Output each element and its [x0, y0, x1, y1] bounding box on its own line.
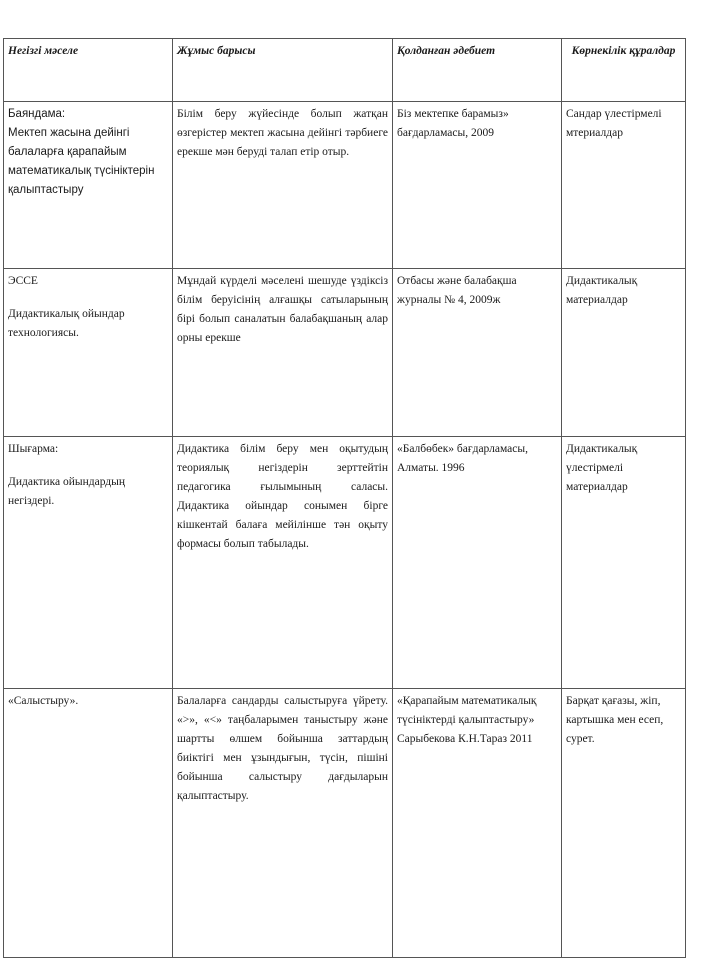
topic-label: Баяндама:: [8, 108, 66, 120]
cell-tools: Барқат қағазы, жіп, картышка мен есеп, сурет.: [562, 689, 686, 958]
cell-topic: [4, 689, 173, 958]
cell-topic: [4, 437, 173, 689]
cell-work: Мұндай күрделі мәселені шешуде үздіксіз білім беруісінің алғашқы сатыларының бірі болып саналатын балабақшаның алар орны ерекше: [173, 269, 393, 437]
table-row: [4, 269, 686, 437]
topic-text: Дидактикалық ойындар технологиясы.: [8, 308, 125, 339]
header-literature: Қолданған әдебиет: [393, 39, 562, 102]
cell-topic: [4, 102, 173, 269]
cell-literature: «Балбөбек» бағдарламасы, Алматы. 1996: [393, 437, 562, 689]
cell-work: Білім беру жүйесінде болып жатқан өзгерістер мектеп жасына дейінгі тәрбиеге ерекше мән беруді талап етір отыр.: [173, 102, 393, 269]
cell-tools: Сандар үлестірмелі мтериалдар: [562, 102, 686, 269]
topic-label: «Салыстыру».: [8, 695, 79, 707]
table-row: [4, 437, 686, 689]
cell-topic: [4, 269, 173, 437]
cell-work: Дидактика білім беру мен оқытудың теориялық негіздерін зерттейтін педагогика ғылымының саласы. Дидактика ойындар сонымен бірге кішкентай балаға мейілінше тән оқыту формасы болып табылады.: [173, 437, 393, 689]
cell-tools: Дидактикалық үлестірмелі материалдар: [562, 437, 686, 689]
plan-table: [3, 38, 686, 958]
cell-literature: «Қарапайым математикалық түсініктерді қалыптастыру» Сарыбекова К.Н.Тараз 2011: [393, 689, 562, 958]
cell-literature: Біз мектепке барамыз» бағдарламасы, 2009: [393, 102, 562, 269]
topic-label: ЭССЕ: [8, 275, 38, 287]
topic-text: Дидактика ойындардың негіздері.: [8, 476, 126, 507]
cell-literature: Отбасы және балабақша журналы № 4, 2009ж: [393, 269, 562, 437]
cell-tools: Дидактикалық материалдар: [562, 269, 686, 437]
header-work-process: Жұмыс барысы: [173, 39, 393, 102]
header-visual-aids: Көрнекілік құралдар: [562, 39, 686, 102]
topic-text: Мектеп жасына дейінгі балаларға қарапайым математикалық түсініктерін қалыптастыру: [8, 127, 155, 196]
table-header-row: [4, 39, 686, 102]
topic-label: Шығарма:: [8, 443, 59, 455]
header-main-issue: Негізгі мәселе: [4, 39, 173, 102]
cell-work: Балаларға сандарды салыстыруға үйрету. «>», «<» таңбаларымен таныстыру және шартты өлшем бойынша заттардың биіктігі мен ұзындығын, түсін, пішіні бойынша салыстыру дағдыларын қалыптастыру.: [173, 689, 393, 958]
table-row: [4, 102, 686, 269]
table-row: [4, 689, 686, 958]
